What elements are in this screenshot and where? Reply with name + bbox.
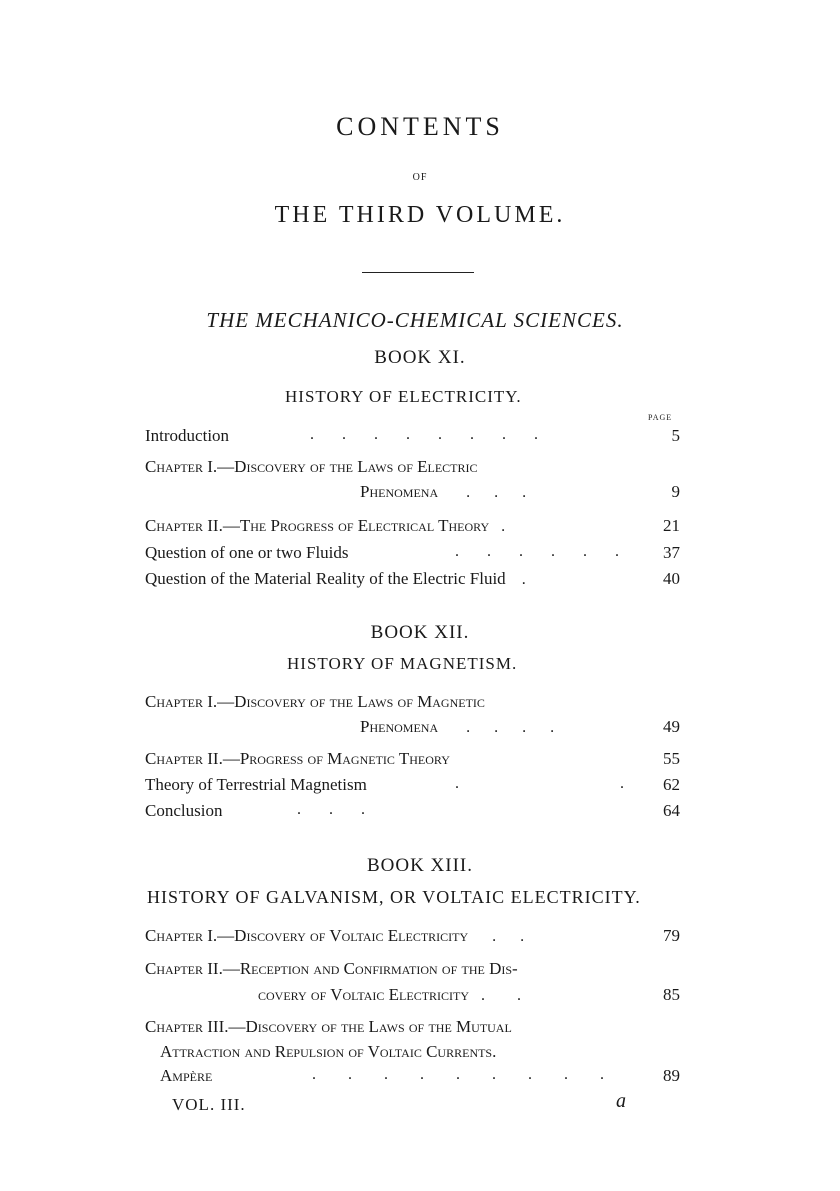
entry-text: Chapter I.—Discovery of Voltaic Electricity <box>145 926 469 945</box>
toc-entry-continuation <box>360 717 554 737</box>
page-number: 49 <box>663 717 680 736</box>
toc-entry <box>145 801 365 821</box>
entry-text: Theory of Terrestrial Magnetism <box>145 775 367 794</box>
page-number: 79 <box>663 926 680 945</box>
toc-entry-chapter: Chapter I.—Discovery of the Laws of Electric <box>145 457 478 476</box>
volume-title: THE THIRD VOLUME. <box>274 202 566 228</box>
page-number: 55 <box>663 749 680 768</box>
page-number: 37 <box>663 543 680 562</box>
leader-dots: . <box>489 518 506 535</box>
toc-entry-chapter: Chapter II.—Reception and Confirmation of the Dis- <box>145 959 518 978</box>
book-xi-heading: BOOK XI. <box>374 347 466 368</box>
entry-text: Question of the Material Reality of the Electric Fluid <box>145 569 506 588</box>
leader-dots: . . <box>468 928 525 945</box>
page-number: 62 <box>663 775 680 794</box>
toc-entry-continuation <box>360 482 526 502</box>
book-xi-subject: HISTORY OF ELECTRICITY. <box>285 387 522 406</box>
toc-entry <box>145 569 526 589</box>
entry-text: Chapter II.—The Progress of Electrical Theory <box>145 516 490 535</box>
toc-entry-continuation: Attraction and Repulsion of Voltaic Currents. <box>160 1042 497 1061</box>
title-of: OF <box>412 172 428 183</box>
entry-text: Conclusion <box>145 801 223 820</box>
leader-dots: . . . . . . . . . <box>312 1066 604 1083</box>
toc-entry <box>145 543 619 563</box>
leader-dots: . . <box>469 987 522 1004</box>
leader-dots: . <box>455 775 459 792</box>
page-column-label: PAGE <box>648 413 673 422</box>
gathering-mark: a <box>616 1090 626 1112</box>
toc-entry <box>145 775 624 795</box>
entry-text: Phenomena <box>360 717 439 736</box>
leader-dots: . <box>505 571 526 588</box>
page-number: 64 <box>663 801 680 820</box>
book-xii-subject: HISTORY OF MAGNETISM. <box>287 654 518 673</box>
toc-entry-chapter <box>145 926 524 946</box>
toc-entry-chapter <box>145 516 505 536</box>
leader-dots: . . . . . . <box>455 543 619 560</box>
entry-text: Phenomena <box>360 482 439 501</box>
entry-text: Question of one or two Fluids <box>145 543 349 562</box>
toc-entry-chapter: Chapter I.—Discovery of the Laws of Magnetic <box>145 692 485 711</box>
book-xiii-subject: HISTORY OF GALVANISM, OR VOLTAIC ELECTRICITY. <box>147 887 641 907</box>
section-title: THE MECHANICO-CHEMICAL SCIENCES. <box>206 308 624 332</box>
leader-dots: . . . <box>438 484 527 501</box>
leader-dots: . . . . <box>438 719 555 736</box>
leader-dots: . <box>620 775 624 792</box>
entry-text: Introduction <box>145 426 230 445</box>
page-number: 5 <box>671 426 680 445</box>
page-number: 40 <box>663 569 680 588</box>
toc-entry-introduction <box>145 426 538 446</box>
book-xiii-heading: BOOK XIII. <box>366 855 474 876</box>
toc-entry-continuation <box>160 1066 604 1086</box>
page-title: CONTENTS <box>336 112 504 141</box>
signature-mark: VOL. III. <box>172 1095 246 1114</box>
entry-text: covery of Voltaic Electricity <box>258 985 470 1004</box>
page-number: 89 <box>663 1066 680 1085</box>
page-number: 85 <box>663 985 680 1004</box>
toc-entry-continuation <box>258 985 521 1005</box>
leader-dots: . . . . . . . . <box>310 426 538 443</box>
page-number: 21 <box>663 516 680 535</box>
book-xii-heading: BOOK XII. <box>370 622 470 643</box>
entry-text: Ampère <box>160 1066 213 1085</box>
divider-rule <box>362 272 474 273</box>
leader-dots: . . . <box>297 801 365 818</box>
page-number: 9 <box>671 482 680 501</box>
toc-entry-chapter: Chapter II.—Progress of Magnetic Theory <box>145 749 450 768</box>
toc-entry-chapter: Chapter III.—Discovery of the Laws of the Mutual <box>145 1017 512 1036</box>
